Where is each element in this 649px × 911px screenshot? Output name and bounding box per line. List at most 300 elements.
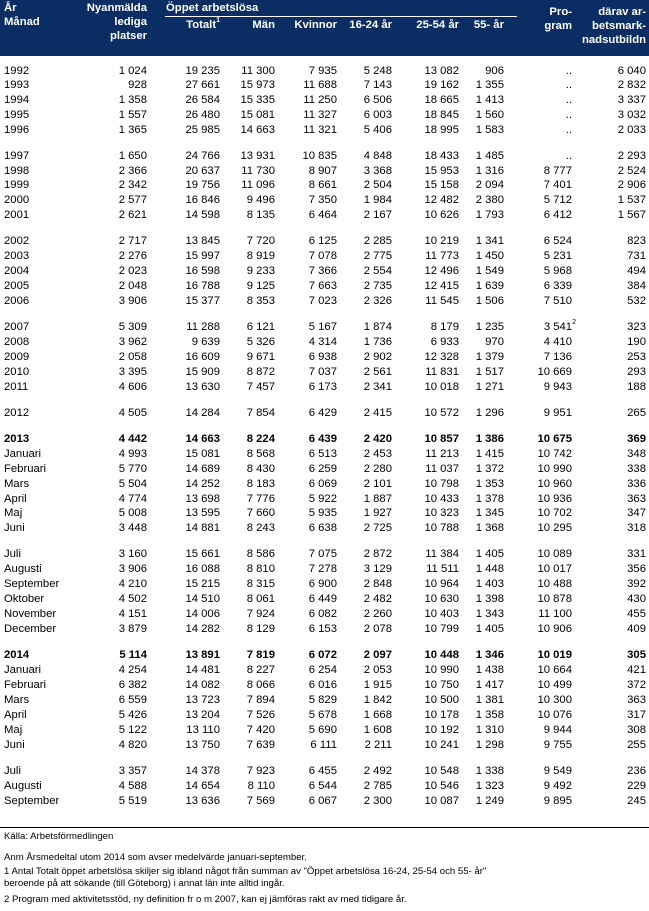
row-label: Mars [4,694,30,706]
table-cell: 372 [627,679,646,691]
row-label: 1996 [4,124,30,136]
table-cell: 14 510 [185,593,220,605]
table-cell: 8 661 [308,179,337,191]
table-cell: 2 097 [363,649,392,661]
table-cell: 14 598 [185,209,220,221]
row-label: 2013 [4,433,30,445]
table-cell: 323 [627,321,646,333]
of-which-header-line3: nadsutbildn [581,34,646,46]
table-cell: 2 832 [617,79,646,91]
row-label: 2008 [4,336,30,348]
section-spacer [0,429,649,430]
table-cell: 11 384 [425,548,459,560]
table-cell: 7 663 [308,280,337,292]
table-cell: 2 554 [363,265,392,277]
table-cell: 7 078 [308,250,337,262]
table-cell: 1 323 [475,780,504,792]
table-cell: 7 420 [246,724,275,736]
table-cell: 9 671 [246,351,275,363]
table-cell: 7 923 [246,765,275,777]
table-cell: 8 135 [246,209,275,221]
table-cell: 1 537 [617,194,646,206]
table-cell: .. [565,109,572,121]
table-cell: 7 854 [246,407,275,419]
table-cell: 15 081 [240,109,275,121]
table-cell: 14 663 [240,124,275,136]
table-row [0,738,649,753]
table-cell: 331 [627,548,646,560]
table-cell: 10 906 [537,623,572,635]
table-cell: 6 938 [308,351,337,363]
table-row [0,93,649,108]
table-cell: 5 770 [118,463,147,475]
table-cell: 26 480 [185,109,220,121]
footnote-1-line1: 1 Antal Totalt öppet arbetslösa skiljer sig ibland något från summan av "Öppet arbetslösa 16-24, 25-54 och 55- år" [4,866,487,877]
program-header-line1: Pro- [549,6,572,18]
table-cell: 1 235 [475,321,504,333]
table-cell: 8 129 [246,623,275,635]
table-cell: 10 178 [424,709,459,721]
table-cell: 6 412 [543,209,572,221]
table-cell: 6 933 [430,336,459,348]
table-cell: 6 067 [308,795,337,807]
table-cell: 2 293 [617,150,646,162]
table-cell: 2 048 [118,280,147,292]
table-cell: 1 560 [475,109,504,121]
table-cell: 1 378 [475,493,504,505]
table-cell: 8 066 [246,679,275,691]
table-cell: 18 665 [424,94,459,106]
table-cell: 348 [627,448,646,460]
table-cell: 4 210 [118,578,147,590]
table-cell: 15 335 [240,94,275,106]
row-label: Oktober [4,593,45,605]
table-row [0,264,649,279]
table-cell: 384 [627,280,646,292]
table-row [0,365,649,380]
table-cell: 10 798 [424,478,459,490]
table-cell: 7 037 [308,366,337,378]
table-cell: 5 690 [308,724,337,736]
table-cell: .. [565,65,572,77]
table-cell: 10 626 [424,209,459,221]
table-cell: 11 545 [425,295,459,307]
table-cell: 16 598 [185,265,220,277]
table-row [0,663,649,678]
table-cell: 8 315 [246,578,275,590]
table-cell: 6 254 [308,664,337,676]
row-label: 2006 [4,295,30,307]
table-cell: 229 [627,780,646,792]
table-cell: 1 927 [363,507,392,519]
table-cell: 7 526 [246,709,275,721]
row-label: 2005 [4,280,30,292]
table-cell: 12 415 [424,280,459,292]
table-row [0,78,649,93]
table-cell: 10 295 [537,522,572,534]
table-row [0,447,649,462]
table-cell: 10 664 [537,664,572,676]
table-cell: 1 448 [475,563,504,575]
table-row [0,648,649,663]
table-cell: 12 328 [424,351,459,363]
table-cell: 356 [627,563,646,575]
table-cell: 928 [128,79,147,91]
table-cell: 10 936 [537,493,572,505]
table-cell: .. [565,150,572,162]
table-cell: 1 583 [475,124,504,136]
cell-value: 3 541 [543,321,573,333]
table-cell: 2 276 [118,250,147,262]
table-cell: 15 909 [185,366,220,378]
table-cell: 9 496 [246,194,275,206]
table-cell: 4 314 [308,336,337,348]
table-cell: 5 712 [543,194,572,206]
table-cell: 7 720 [246,235,275,247]
table-cell: 255 [627,739,646,751]
table-cell: 10 323 [424,507,459,519]
table-cell: 317 [627,709,646,721]
table-cell: 19 235 [185,65,220,77]
table-cell: 6 900 [308,578,337,590]
table-cell: 9 895 [543,795,572,807]
table-cell: 1 887 [363,493,392,505]
table-cell: 13 845 [185,235,220,247]
table-row [0,678,649,693]
women-header: Kvinnor [294,19,337,31]
table-cell: 7 510 [543,295,572,307]
table-row [0,562,649,577]
table-cell: 1 608 [363,724,392,736]
table-cell: 14 654 [185,780,220,792]
table-cell: 236 [627,765,646,777]
table-cell: 10 960 [537,478,572,490]
table-cell: 10 742 [537,448,572,460]
table-cell: 1 485 [475,150,504,162]
table-cell: 5 248 [363,65,392,77]
table-row [0,335,649,350]
table-cell: 1 368 [475,522,504,534]
remark-note: Anm Årsmedeltal utom 2014 som avser medelvärde januari-september. [4,852,307,863]
row-label: 2010 [4,366,30,378]
table-row [0,492,649,507]
table-cell: 494 [627,265,646,277]
table-cell: 12 482 [424,194,459,206]
table-cell: 4 774 [118,493,147,505]
table-cell: 1 358 [118,94,147,106]
table-cell: 15 158 [424,179,459,191]
table-cell: 10 018 [424,381,459,393]
table-cell: .. [565,79,572,91]
table-cell: 6 339 [543,280,572,292]
table-cell: 1 372 [475,463,504,475]
table-cell: 2 285 [363,235,392,247]
table-cell: 9 233 [246,265,275,277]
table-cell: 8 810 [246,563,275,575]
table-cell: 8 179 [430,321,459,333]
table-cell: 10 964 [424,578,459,590]
table-cell: 5 922 [308,493,337,505]
table-cell: 6 259 [308,463,337,475]
table-cell: 8 907 [308,165,337,177]
table-row [0,794,649,809]
row-label: 1995 [4,109,30,121]
table-cell: 1 506 [475,295,504,307]
vacancies-header-line1: Nyanmälda [86,2,147,14]
table-cell: 5 406 [363,124,392,136]
table-row [0,164,649,179]
table-cell: 1 517 [475,366,504,378]
table-cell: 10 087 [424,795,459,807]
table-cell: 6 506 [363,94,392,106]
table-cell: 2 717 [118,235,147,247]
row-label: Juli [4,548,21,560]
table-cell: 1 549 [475,265,504,277]
table-cell: 2 725 [363,522,392,534]
table-cell: 308 [627,724,646,736]
table-row [0,380,649,395]
row-label: Januari [4,664,42,676]
table-cell: 6 111 [310,739,337,751]
age-55-header: 55- år [473,19,504,31]
row-label: Januari [4,448,42,460]
table-cell: 15 377 [185,295,220,307]
table-cell: 1 842 [363,694,392,706]
table-cell: 1 639 [475,280,504,292]
table-cell: 2 524 [617,165,646,177]
table-cell: 9 549 [543,765,572,777]
table-cell: 2 078 [363,623,392,635]
table-cell: 10 548 [424,765,459,777]
table-cell: 18 995 [424,124,459,136]
table-cell: 8 243 [246,522,275,534]
table-cell: 1 405 [475,548,504,560]
table-cell: 253 [627,351,646,363]
table-cell: 9 951 [543,407,572,419]
table-cell: 9 943 [543,381,572,393]
table-cell: 8 586 [246,548,275,560]
row-label: April [4,709,27,721]
table-cell: 8 227 [246,664,275,676]
table-row [0,779,649,794]
table-cell: 7 894 [246,694,275,706]
table-cell: 16 788 [185,280,220,292]
table-cell: 4 502 [118,593,147,605]
row-label: Juni [4,522,25,534]
table-cell: 1 341 [475,235,504,247]
table-cell: 7 401 [543,179,572,191]
table-cell: 1 345 [475,507,504,519]
table-cell: 1 557 [118,109,147,121]
table-cell: 10 750 [424,679,459,691]
table-cell: 2 260 [363,608,392,620]
age-16-24-header: 16-24 år [349,19,392,31]
bottom-rule [0,827,649,828]
table-row [0,249,649,264]
vacancies-header-line3: platser [109,30,147,42]
table-cell: 9 492 [543,780,572,792]
table-cell: 363 [627,493,646,505]
table-row [0,178,649,193]
table-cell: 6 082 [308,608,337,620]
table-cell: 5 309 [118,321,147,333]
table-cell: 1 024 [118,65,147,77]
row-label: 1993 [4,79,30,91]
table-cell: 4 254 [118,664,147,676]
table-cell: 336 [627,478,646,490]
table-cell: 1 650 [118,150,147,162]
footnote-1-line2: beroende på att sökande (till Göteborg) i annat län inte alltid ingår. [4,878,285,889]
table-cell: 10 702 [537,507,572,519]
table-cell: 1 793 [475,209,504,221]
table-cell: 13 110 [186,724,220,736]
table-cell: 4 151 [118,608,147,620]
table-cell: 8 353 [246,295,275,307]
table-row [0,294,649,309]
table-cell: 10 192 [424,724,459,736]
table-cell: 11 831 [425,366,459,378]
unemployed-group-header: Öppet arbetslösa [166,2,259,14]
table-cell: 2 094 [475,179,504,191]
men-header: Män [252,19,275,31]
table-cell: 6 153 [308,623,337,635]
table-cell: 6 559 [118,694,147,706]
table-cell: 3 906 [118,563,147,575]
row-label: 1997 [4,150,30,162]
table-cell: 5 935 [308,507,337,519]
table-cell: 1 405 [475,623,504,635]
table-cell: 1 438 [475,664,504,676]
table-cell: 2 482 [363,593,392,605]
table-cell: 1 398 [475,593,504,605]
table-cell: 14 284 [185,407,220,419]
table-cell: 10 433 [424,493,459,505]
table-cell: 5 231 [543,250,572,262]
table-cell: 15 973 [240,79,275,91]
row-label: 2011 [4,381,29,393]
table-cell: 15 997 [185,250,220,262]
table-cell: 1 381 [475,694,504,706]
table-cell: 2 775 [363,250,392,262]
table-cell: 6 069 [308,478,337,490]
table-cell: 1 358 [475,709,504,721]
table-cell: 409 [627,623,646,635]
row-label: December [4,623,57,635]
table-row [0,477,649,492]
row-label: 1994 [4,94,30,106]
table-cell: 1 417 [475,679,504,691]
table-cell: 3 160 [118,548,147,560]
table-cell: 3 906 [118,295,147,307]
table-cell: 2 053 [363,664,392,676]
table-row [0,462,649,477]
table-cell: 2 504 [363,179,392,191]
table-row [0,708,649,723]
table-cell: 6 513 [308,448,337,460]
table-cell: 11 300 [241,65,275,77]
table-cell: 7 143 [363,79,392,91]
table-cell: 5 678 [308,709,337,721]
table-cell: 15 081 [185,448,220,460]
table-cell: 10 499 [537,679,572,691]
table-cell: 14 689 [185,463,220,475]
table-cell: 27 661 [185,79,220,91]
table-cell: 19 756 [185,179,220,191]
table-cell: 8 110 [247,780,275,792]
table-cell: 1 567 [617,209,646,221]
table-cell: 2 380 [475,194,504,206]
table-cell: 347 [627,507,646,519]
row-label: 2000 [4,194,30,206]
footnote-mark: 2 [572,319,576,326]
table-cell: 6 072 [308,649,337,661]
table-cell: 1 450 [475,250,504,262]
row-label: Maj [4,507,23,519]
table-cell: 7 569 [246,795,275,807]
table-cell: 14 378 [185,765,220,777]
table-cell: 13 204 [185,709,220,721]
table-cell: 1 874 [363,321,392,333]
table-cell: 3 129 [363,563,392,575]
table-cell: 7 935 [308,65,337,77]
table-cell: 11 213 [425,448,459,460]
table-cell: 6 125 [308,235,337,247]
table-cell: 13 931 [240,150,275,162]
table-cell: 731 [627,250,646,262]
table-cell: 10 219 [424,235,459,247]
table-cell: 7 350 [308,194,337,206]
table-cell: .. [565,124,572,136]
table-cell: 1 403 [475,578,504,590]
table-cell: 10 788 [424,522,459,534]
total-header: Totalt$^1$ [186,17,220,31]
table-cell: 3 962 [118,336,147,348]
section-spacer [0,645,649,646]
table-cell: 2 621 [118,209,147,221]
table-header [0,0,649,56]
table-cell: 2 872 [363,548,392,560]
table-cell: 24 766 [185,150,220,162]
row-label: 2009 [4,351,30,363]
table-cell: 6 382 [118,679,147,691]
table-cell: 11 327 [303,109,337,121]
table-cell: 8 183 [246,478,275,490]
table-row [0,592,649,607]
table-cell: 19 162 [424,79,459,91]
table-cell: 265 [627,407,646,419]
table-cell: 7 075 [308,548,337,560]
table-cell: 16 609 [185,351,220,363]
table-cell: 10 990 [424,664,459,676]
table-cell: 9 125 [246,280,275,292]
table-cell: 2 415 [363,407,392,419]
row-label: September [4,795,60,807]
table-cell: 10 572 [424,407,459,419]
table-cell: 823 [627,235,646,247]
table-cell: 7 776 [246,493,275,505]
table-row [0,547,649,562]
row-label: April [4,493,27,505]
table-cell: 10 403 [424,608,459,620]
table-row [0,234,649,249]
table-cell: 10 857 [424,433,459,445]
table-cell: 455 [627,608,646,620]
table-cell: 1 298 [475,739,504,751]
table-cell: 5 829 [308,694,337,706]
row-label: Augusti [4,780,42,792]
row-label: Februari [4,463,47,475]
table-cell: 11 250 [303,94,337,106]
